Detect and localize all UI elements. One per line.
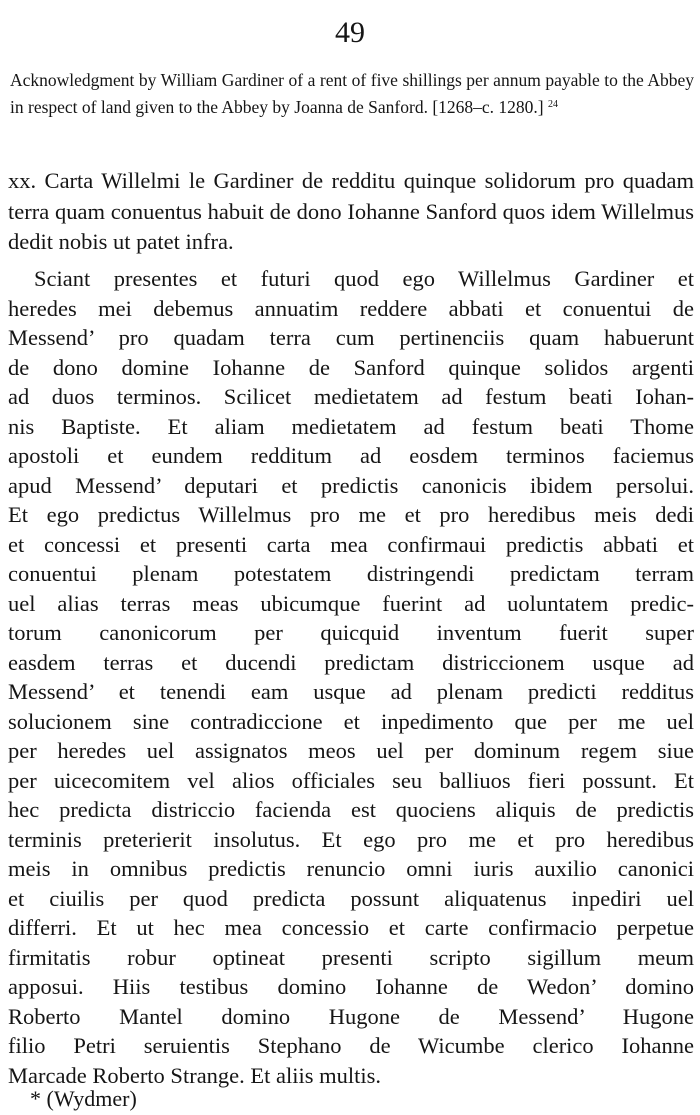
charter-text bbox=[8, 264, 694, 1090]
charter-line: Sciant presentes et futuri quod ego Willelmus Gardiner et bbox=[34, 266, 694, 291]
marginal-note: * (Wydmer) bbox=[30, 1086, 137, 1111]
page-number: 49 bbox=[335, 16, 365, 49]
charter-line: per uicecomitem vel alios officiales seu balliuos fieri possunt. Et bbox=[8, 767, 694, 793]
charter-line: filio Petri seruientis Stephano de Wicumbe clerico Iohanne bbox=[8, 1033, 694, 1058]
charter-line: et ciuilis per quod predicta possunt aliquatenus inpediri uel bbox=[8, 885, 694, 911]
charter-line: de dono domine Iohanne de Sanford quinque solidos argenti bbox=[8, 354, 694, 380]
charter-line: hec predicta districcio facienda est quociens aliquis de predictis bbox=[8, 797, 694, 822]
charter-line: Messend’ et tenendi eam usque ad plenam predicti redditus bbox=[8, 679, 694, 704]
charter-rubric: xx. Carta Willelmi le Gardiner de redditu quinque solidorum pro quadam terra quam conuentus habuit de dono Iohanne Sanford quos idem Willelmus dedit nobis ut patet infra. bbox=[8, 168, 694, 254]
charter-line: meis in omnibus predictis renuncio omni iuris auxilio canonici bbox=[8, 856, 694, 881]
charter-line: apud Messend’ deputari et predictis canonicis ibidem persolui. bbox=[8, 472, 694, 498]
summary-text: Acknowledgment by William Gardiner of a rent of five shillings per annum payable to the Abbey in respect of land given to the Abbey by Joanna de Sanford. [1268–c. 1280.] bbox=[10, 70, 694, 117]
charter-line: differri. Et ut hec mea concessio et carte confirmacio perpetue bbox=[8, 915, 694, 940]
charter-line: apostoli et eundem redditum ad eosdem terminos faciemus bbox=[8, 443, 694, 468]
charter-line: firmitatis robur optineat presenti scripto sigillum meum bbox=[8, 944, 694, 970]
charter-line: et concessi et presenti carta mea confirmaui predictis abbati et bbox=[8, 531, 694, 557]
charter-line: heredes mei debemus annuatim reddere abbati et conuentui de bbox=[8, 295, 694, 321]
charter-line: Roberto Mantel domino Hugone de Messend’ Hugone bbox=[8, 1003, 694, 1029]
charter-line: terminis preterierit insolutus. Et ego pro me et pro heredibus bbox=[8, 826, 694, 852]
charter-line: torum canonicorum per quicquid inventum fuerit super bbox=[8, 620, 694, 645]
charter-line: nis Baptiste. Et aliam medietatem ad festum beati Thome bbox=[8, 413, 694, 439]
charter-line: apposui. Hiis testibus domino Iohanne de Wedon’ domino bbox=[8, 974, 694, 999]
charter-line: Messend’ pro quadam terra cum pertinenciis quam habuerunt bbox=[8, 325, 694, 350]
charter-line: ad duos terminos. Scilicet medietatem ad festum beati Iohan- bbox=[8, 384, 694, 409]
charter-line: uel alias terras meas ubicumque fuerint ad uoluntatem predic- bbox=[8, 590, 694, 616]
charter-summary bbox=[10, 68, 694, 119]
charter-line: Marcade Roberto Strange. Et aliis multis. bbox=[8, 1062, 382, 1088]
charter-line: easdem terras et ducendi predictam districcionem usque ad bbox=[8, 649, 694, 675]
footnote-reference: 24 bbox=[548, 98, 558, 110]
charter-line: solucionem sine contradiccione et inpedimento que per me uel bbox=[8, 708, 694, 734]
charter-line: Et ego predictus Willelmus pro me et pro heredibus meis dedi bbox=[8, 502, 694, 527]
charter-line: conuentui plenam potestatem distringendi predictam terram bbox=[8, 561, 694, 586]
charter-line: per heredes uel assignatos meos uel per dominum regem siue bbox=[8, 738, 694, 763]
